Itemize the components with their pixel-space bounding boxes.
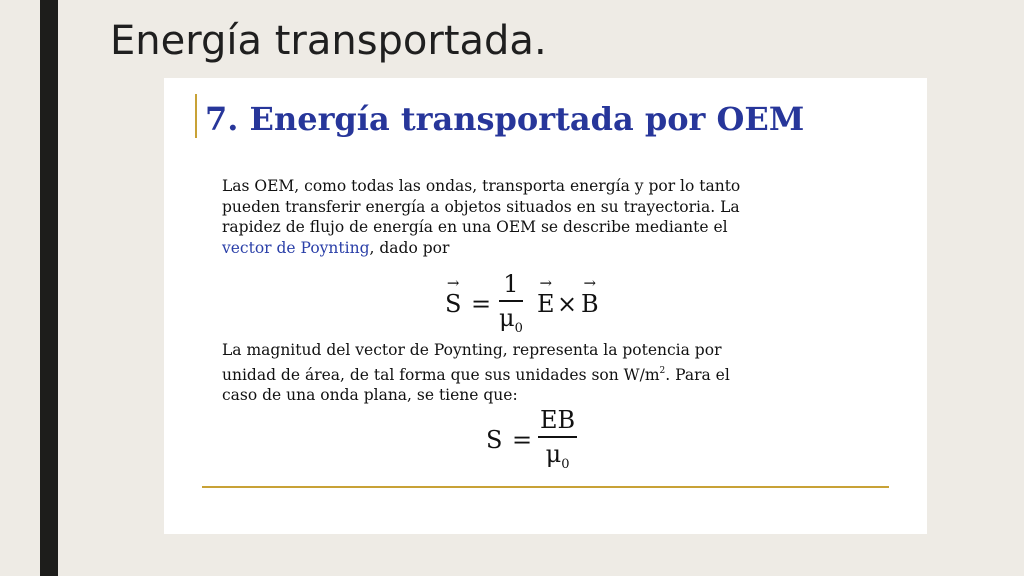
- poynting-vector-link[interactable]: vector de Poynting: [222, 238, 370, 257]
- paragraph-magnitude: [222, 340, 870, 406]
- equals-sign: =: [471, 290, 492, 318]
- paragraph-line: [222, 238, 870, 259]
- slide-title: Energía transportada.: [110, 18, 547, 64]
- vector-e: → E: [537, 290, 555, 318]
- poynting-equation: [429, 272, 629, 342]
- scalar-s: S: [486, 426, 503, 454]
- paragraph-line: pueden transferir energía a objetos situados en su trayectoria. La: [222, 197, 740, 216]
- plane-wave-equation: [482, 408, 602, 478]
- paragraph-line: Las OEM, como todas las ondas, transporta energía y por lo tanto: [222, 177, 741, 195]
- paragraph-intro: [222, 176, 870, 258]
- paragraph-line: unidad de área, de tal forma que sus unidades son $W/m^2$. Para el: [222, 365, 730, 384]
- paragraph-line: La magnitud del vector de Poynting, representa la potencia por: [222, 341, 722, 359]
- fraction-eb-over-mu0: [538, 406, 577, 472]
- cross-product-sign: ×: [557, 290, 578, 318]
- vector-b: → B: [581, 290, 599, 318]
- section-title: 7. Energía transportada por OEM: [205, 100, 805, 138]
- content-image-panel: [164, 78, 927, 534]
- accent-bar: [40, 0, 58, 576]
- equals-sign: =: [512, 426, 533, 454]
- fraction-one-over-mu0: [499, 270, 523, 336]
- fraction-numerator: 1: [503, 270, 519, 298]
- fraction-bar: [538, 436, 577, 438]
- paragraph-line: caso de una onda plana, se tiene que:: [222, 386, 518, 404]
- fraction-bar: [499, 300, 523, 302]
- vector-s: → S: [445, 290, 461, 318]
- gold-vertical-rule: [195, 94, 197, 138]
- fraction-denominator: $\mu_0$: [545, 439, 570, 472]
- fraction-denominator: $\mu_0$: [499, 303, 523, 336]
- paragraph-text: , dado por: [369, 238, 450, 257]
- paragraph-line: rapidez de flujo de energía en una OEM se describe mediante el: [222, 218, 728, 236]
- gold-horizontal-rule: [202, 486, 889, 488]
- fraction-numerator: EB: [540, 406, 576, 434]
